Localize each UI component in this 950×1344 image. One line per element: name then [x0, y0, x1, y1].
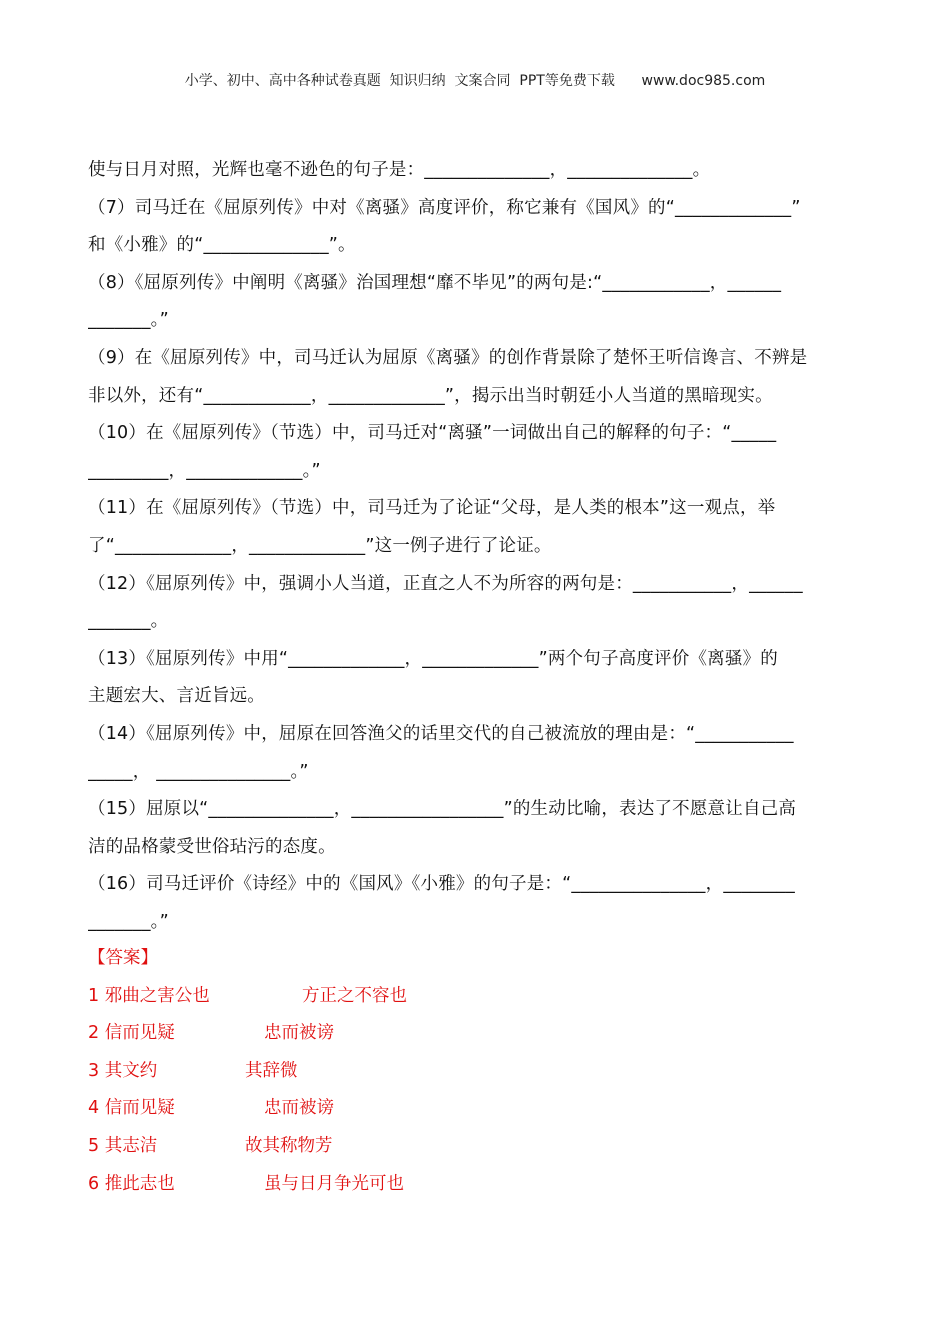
- question-line: _____， _______________。”: [88, 761, 309, 782]
- question-line: （14）《屈原列传》中，屈原在回答渔父的话里交代的自己被流放的理由是：“___________: [88, 723, 794, 744]
- answer-second: 其辞微: [245, 1060, 298, 1081]
- answer-second: 忠而被谤: [264, 1098, 334, 1119]
- question-line: （7）司马迁在《屈原列传》中对《离骚》高度评价，称它兼有《国风》的“_____________”: [88, 197, 801, 218]
- question-line: 主题宏大、言近旨远。: [88, 686, 265, 707]
- question-line: （10）在《屈原列传》（节选）中，司马迁对“离骚”一词做出自己的解释的句子：“_____: [88, 423, 777, 444]
- question-line: 使与日月对照，光辉也毫不逊色的句子是：______________，______________。: [88, 160, 711, 180]
- question-line: （8）《屈原列传》中阐明《离骚》治国理想“靡不毕见”的两句是:“____________，______: [88, 272, 782, 293]
- question-line: 了“_____________，_____________”这一例子进行了论证。: [88, 535, 552, 556]
- answer-second: 方正之不容也: [302, 985, 407, 1006]
- answer-second: 故其称物芳: [245, 1135, 333, 1156]
- answer-row: [88, 1166, 864, 1204]
- answer-second: 忠而被谤: [264, 1023, 334, 1044]
- answer-row: [88, 1090, 864, 1128]
- question-line: _______。: [88, 611, 169, 632]
- question-line: （12）《屈原列传》中，强调小人当道，正直之人不为所容的两句是：___________，______: [88, 573, 803, 594]
- question-line: （16）司马迁评价《诗经》中的《国风》《小雅》的句子是：“_______________，________: [88, 874, 795, 895]
- answer-title: 【答案】: [88, 948, 158, 968]
- question-line: （15）屈原以“______________，_________________”的生动比喻，表达了不愿意让自己高: [88, 799, 797, 820]
- question-line: （11）在《屈原列传》（节选）中，司马迁为了论证“父母，是人类的根本”这一观点，举: [88, 498, 776, 519]
- answer-second: 虽与日月争光可也: [264, 1173, 404, 1194]
- answer-first: 5 其志洁: [88, 1135, 158, 1156]
- question-line: _________，_____________。”: [88, 460, 321, 481]
- answer-first: 2 信而见疑: [88, 1023, 175, 1044]
- answer-first: 6 推此志也: [88, 1173, 175, 1194]
- answer-row: [88, 1053, 864, 1091]
- question-line: 洁的品格蒙受世俗玷污的态度。: [88, 836, 336, 857]
- answer-first: 4 信而见疑: [88, 1098, 175, 1119]
- answer-section: [88, 940, 864, 1203]
- answer-first: 1 邪曲之害公也: [88, 985, 210, 1006]
- question-line: _______。”: [88, 310, 169, 331]
- answer-row: [88, 978, 864, 1016]
- answer-row: [88, 1128, 864, 1166]
- question-line: 和《小雅》的“______________”。: [88, 235, 356, 256]
- question-line: （9）在《屈原列传》中，司马迁认为屈原《离骚》的创作背景除了楚怀王听信谗言、不辨是: [88, 347, 808, 368]
- question-line: _______。”: [88, 911, 169, 932]
- question-line: （13）《屈原列传》中用“_____________，_____________”两个句子高度评价《离骚》的: [88, 648, 778, 669]
- answer-first: 3 其文约: [88, 1060, 158, 1081]
- question-body: [88, 152, 864, 941]
- question-line: 非以外，还有“____________，_____________”，揭示出当时朝廷小人当道的黑暗现实。: [88, 385, 773, 406]
- answer-row: [88, 1015, 864, 1053]
- page-header: 小学、初中、高中各种试卷真题 知识归纳 文案合同 PPT等免费下载 www.doc985.com: [184, 73, 766, 89]
